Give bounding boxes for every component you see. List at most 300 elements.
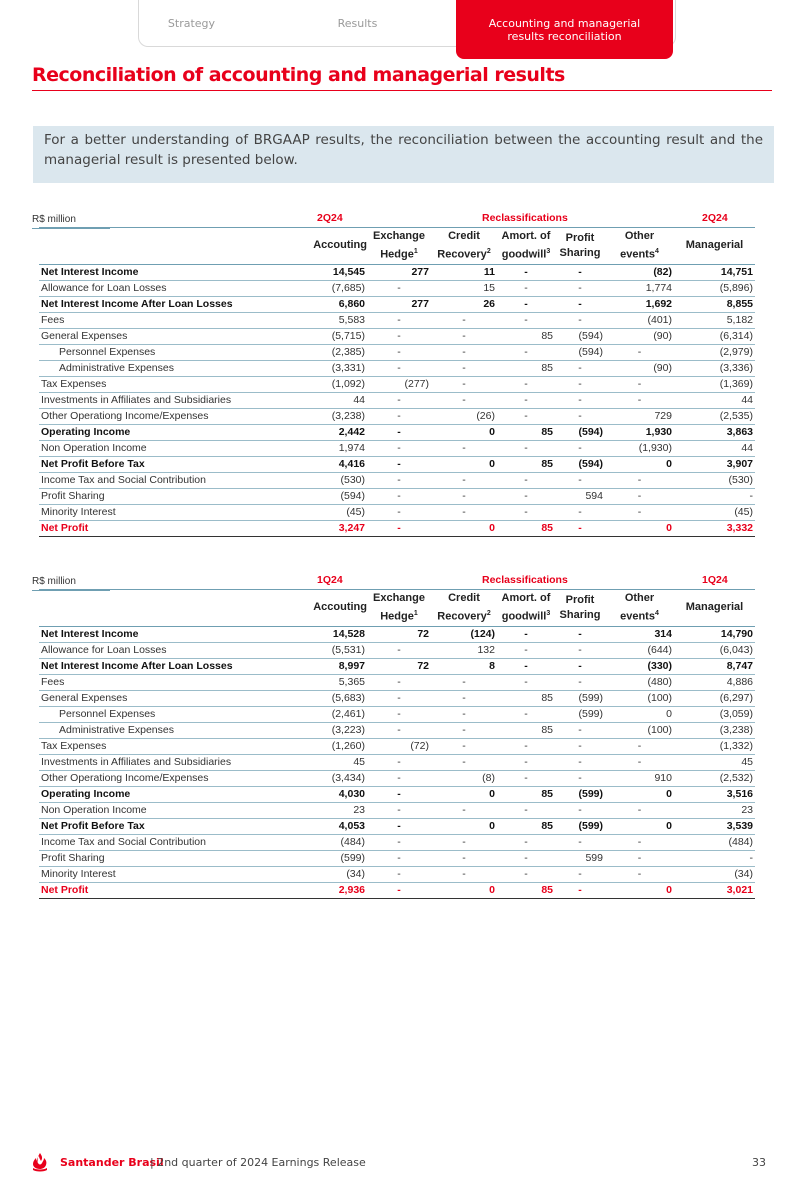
header-other-events bbox=[605, 228, 674, 265]
header-amort-goodwill bbox=[497, 228, 555, 265]
table-cell: - bbox=[367, 440, 431, 456]
table-cell: - bbox=[431, 392, 497, 408]
table-cell: - bbox=[497, 770, 555, 786]
table-cell: 14,528 bbox=[296, 626, 367, 642]
footnote-marker: 1 bbox=[413, 610, 418, 617]
table-cell: - bbox=[555, 408, 605, 424]
row-label: Non Operation Income bbox=[39, 440, 296, 456]
table-cell: - bbox=[555, 264, 605, 280]
header-blank bbox=[39, 590, 296, 627]
header-other-events bbox=[605, 590, 674, 627]
table-cell: - bbox=[367, 408, 431, 424]
table-cell: 277 bbox=[367, 264, 431, 280]
table bbox=[39, 227, 755, 537]
table-cell: - bbox=[367, 472, 431, 488]
table-cell: 277 bbox=[367, 296, 431, 312]
table-cell: - bbox=[367, 722, 431, 738]
table-cell: - bbox=[555, 280, 605, 296]
table-cell: - bbox=[497, 850, 555, 866]
table-cell: 3,247 bbox=[296, 520, 367, 536]
table-cell: - bbox=[605, 850, 674, 866]
header-profit: Profit bbox=[565, 593, 595, 606]
table-cell: - bbox=[367, 770, 431, 786]
table-cell: - bbox=[431, 488, 497, 504]
table-cell: - bbox=[555, 770, 605, 786]
table-cell: - bbox=[497, 738, 555, 754]
table-cell: (124) bbox=[431, 626, 497, 642]
table-cell: - bbox=[605, 738, 674, 754]
table-cell: 3,021 bbox=[674, 882, 755, 898]
header-sharing: Sharing bbox=[559, 608, 601, 621]
table-cell: 0 bbox=[431, 882, 497, 898]
table-cell: - bbox=[555, 802, 605, 818]
table-cell: (5,531) bbox=[296, 642, 367, 658]
table-cell: - bbox=[367, 424, 431, 440]
table-cell: - bbox=[431, 328, 497, 344]
table-cell: - bbox=[367, 504, 431, 520]
table-row bbox=[39, 456, 755, 472]
row-label: Personnel Expenses bbox=[39, 344, 296, 360]
table-cell: 85 bbox=[497, 786, 555, 802]
table-cell: - bbox=[555, 738, 605, 754]
table-cell: - bbox=[555, 520, 605, 536]
header-goodwill: goodwill bbox=[501, 248, 547, 261]
table-cell: - bbox=[431, 722, 497, 738]
table-cell: (72) bbox=[367, 738, 431, 754]
table-cell: 14,790 bbox=[674, 626, 755, 642]
row-label: Income Tax and Social Contribution bbox=[39, 834, 296, 850]
header-amort: Amort. of bbox=[501, 592, 551, 604]
row-label: Investments in Affiliates and Subsidiaries bbox=[39, 392, 296, 408]
units-label: R$ million bbox=[32, 214, 76, 225]
table-cell: - bbox=[497, 296, 555, 312]
table-cell: - bbox=[497, 504, 555, 520]
table-row bbox=[39, 360, 755, 376]
table-cell: (100) bbox=[605, 722, 674, 738]
table-cell: - bbox=[605, 866, 674, 882]
header-exchange-hedge bbox=[367, 590, 431, 627]
row-label: Profit Sharing bbox=[39, 850, 296, 866]
row-label: Operating Income bbox=[39, 424, 296, 440]
header-credit: Credit bbox=[448, 592, 480, 604]
table-cell: 72 bbox=[367, 626, 431, 642]
table-cell: (2,532) bbox=[674, 770, 755, 786]
table-cell: - bbox=[497, 626, 555, 642]
footer-brand: Santander Brasil bbox=[60, 1156, 164, 1169]
table-cell: - bbox=[555, 440, 605, 456]
header-exchange: Exchange bbox=[373, 230, 425, 242]
table-cell: 729 bbox=[605, 408, 674, 424]
table-cell: 314 bbox=[605, 626, 674, 642]
table-cell: 4,416 bbox=[296, 456, 367, 472]
table-cell: - bbox=[555, 722, 605, 738]
table-cell: - bbox=[367, 818, 431, 834]
header-profit-sharing bbox=[555, 590, 605, 627]
table-cell: (3,331) bbox=[296, 360, 367, 376]
row-label: General Expenses bbox=[39, 328, 296, 344]
table-cell: 72 bbox=[367, 658, 431, 674]
table-cell: 0 bbox=[605, 786, 674, 802]
header-exchange-hedge bbox=[367, 228, 431, 265]
header-exchange: Exchange bbox=[373, 592, 425, 604]
row-label: Other Operationg Income/Expenses bbox=[39, 408, 296, 424]
table-cell: (5,896) bbox=[674, 280, 755, 296]
table-cell: 0 bbox=[431, 424, 497, 440]
tab-active-label: Accounting and managerial results reconciliation bbox=[488, 16, 641, 43]
header-credit-recovery bbox=[431, 228, 497, 265]
table-row bbox=[39, 866, 755, 882]
table-cell: (2,979) bbox=[674, 344, 755, 360]
table-cell: 15 bbox=[431, 280, 497, 296]
table-row bbox=[39, 344, 755, 360]
header-accounting: Accouting bbox=[313, 601, 367, 614]
table-cell: - bbox=[431, 344, 497, 360]
table-cell: - bbox=[605, 392, 674, 408]
row-label: Non Operation Income bbox=[39, 802, 296, 818]
period-label-accounting: 1Q24 bbox=[317, 574, 343, 586]
table-cell: - bbox=[555, 504, 605, 520]
table-cell: - bbox=[497, 472, 555, 488]
row-label: Net Interest Income After Loan Losses bbox=[39, 296, 296, 312]
table-cell: - bbox=[431, 312, 497, 328]
table-body bbox=[39, 264, 755, 536]
footnote-marker: 3 bbox=[546, 248, 551, 255]
table-cell: (6,043) bbox=[674, 642, 755, 658]
table-cell: - bbox=[555, 754, 605, 770]
row-label: Net Interest Income After Loan Losses bbox=[39, 658, 296, 674]
table-cell: 3,516 bbox=[674, 786, 755, 802]
table-cell: - bbox=[497, 312, 555, 328]
table-cell: (594) bbox=[296, 488, 367, 504]
table-cell: (5,715) bbox=[296, 328, 367, 344]
header-hedge: Hedge bbox=[380, 610, 414, 623]
header-recovery: Recovery bbox=[437, 610, 487, 623]
table-row bbox=[39, 786, 755, 802]
table-cell: - bbox=[497, 392, 555, 408]
row-label: Net Profit Before Tax bbox=[39, 456, 296, 472]
table-cell: - bbox=[431, 360, 497, 376]
header-credit: Credit bbox=[448, 230, 480, 242]
footer-subtitle: | 2nd quarter of 2024 Earnings Release bbox=[150, 1156, 366, 1169]
table-cell: 5,365 bbox=[296, 674, 367, 690]
table-cell: - bbox=[674, 850, 755, 866]
row-label: Other Operationg Income/Expenses bbox=[39, 770, 296, 786]
table-cell: - bbox=[497, 754, 555, 770]
table-cell: - bbox=[497, 440, 555, 456]
table-cell: - bbox=[605, 754, 674, 770]
table-cell: - bbox=[555, 392, 605, 408]
table-row bbox=[39, 802, 755, 818]
table-cell: - bbox=[605, 834, 674, 850]
table-cell: (3,238) bbox=[674, 722, 755, 738]
footnote-marker: 3 bbox=[546, 610, 551, 617]
table-cell: 2,936 bbox=[296, 882, 367, 898]
row-label: Administrative Expenses bbox=[39, 360, 296, 376]
row-label: Minority Interest bbox=[39, 866, 296, 882]
header-managerial: Managerial bbox=[685, 601, 744, 614]
table-cell: - bbox=[497, 264, 555, 280]
table-cell: 14,545 bbox=[296, 264, 367, 280]
row-label: Income Tax and Social Contribution bbox=[39, 472, 296, 488]
table-cell: (2,461) bbox=[296, 706, 367, 722]
table-cell: 4,053 bbox=[296, 818, 367, 834]
units-label: R$ million bbox=[32, 576, 76, 587]
table-cell: - bbox=[555, 642, 605, 658]
table-cell: (401) bbox=[605, 312, 674, 328]
table-cell: (34) bbox=[674, 866, 755, 882]
table-cell: (1,332) bbox=[674, 738, 755, 754]
table-cell: 0 bbox=[605, 520, 674, 536]
table-cell: 85 bbox=[497, 882, 555, 898]
table-cell: 132 bbox=[431, 642, 497, 658]
row-label: Net Profit bbox=[39, 520, 296, 536]
reclassifications-label: Reclassifications bbox=[482, 574, 568, 586]
table-cell: (484) bbox=[674, 834, 755, 850]
table-cell: 0 bbox=[431, 818, 497, 834]
table-cell: - bbox=[555, 834, 605, 850]
header-amort-goodwill bbox=[497, 590, 555, 627]
table-cell: - bbox=[605, 344, 674, 360]
table-cell: 1,930 bbox=[605, 424, 674, 440]
table-row bbox=[39, 392, 755, 408]
table-cell: 3,863 bbox=[674, 424, 755, 440]
header-other: Other bbox=[624, 230, 655, 242]
header-recovery: Recovery bbox=[437, 248, 487, 261]
table-cell: - bbox=[367, 866, 431, 882]
table-cell: 14,751 bbox=[674, 264, 755, 280]
table-cell: (8) bbox=[431, 770, 497, 786]
table-row bbox=[39, 296, 755, 312]
table-cell: - bbox=[367, 520, 431, 536]
footnote-marker: 2 bbox=[486, 610, 491, 617]
table-cell: - bbox=[497, 376, 555, 392]
table-cell: - bbox=[497, 834, 555, 850]
table-cell: (3,336) bbox=[674, 360, 755, 376]
table-cell: - bbox=[497, 866, 555, 882]
period-label-accounting: 2Q24 bbox=[317, 212, 343, 224]
row-label: Administrative Expenses bbox=[39, 722, 296, 738]
reclassifications-label: Reclassifications bbox=[482, 212, 568, 224]
table-cell: (594) bbox=[555, 424, 605, 440]
table-cell: - bbox=[431, 738, 497, 754]
table-cell: 8,997 bbox=[296, 658, 367, 674]
table-cell: - bbox=[431, 754, 497, 770]
santander-flame-icon bbox=[30, 1152, 50, 1172]
title-rule bbox=[32, 90, 772, 91]
table-cell: (330) bbox=[605, 658, 674, 674]
table-cell: - bbox=[674, 488, 755, 504]
header-goodwill: goodwill bbox=[501, 610, 547, 623]
table-cell: 44 bbox=[296, 392, 367, 408]
table-cell: - bbox=[367, 690, 431, 706]
table-cell: - bbox=[367, 312, 431, 328]
table-cell: 26 bbox=[431, 296, 497, 312]
table-cell: (480) bbox=[605, 674, 674, 690]
table-cell: 85 bbox=[497, 424, 555, 440]
table-cell: - bbox=[431, 690, 497, 706]
table-cell: (594) bbox=[555, 456, 605, 472]
row-label: Fees bbox=[39, 312, 296, 328]
table-cell: 5,583 bbox=[296, 312, 367, 328]
table-row bbox=[39, 488, 755, 504]
table-cell: (594) bbox=[555, 328, 605, 344]
table-cell: - bbox=[555, 376, 605, 392]
table-cell: - bbox=[367, 882, 431, 898]
row-label: Net Interest Income bbox=[39, 626, 296, 642]
table-cell: (6,314) bbox=[674, 328, 755, 344]
table-row bbox=[39, 722, 755, 738]
period-label-managerial: 2Q24 bbox=[702, 212, 728, 224]
table-cell: 0 bbox=[605, 706, 674, 722]
table-cell: - bbox=[367, 754, 431, 770]
table-cell: - bbox=[431, 504, 497, 520]
header-profit: Profit bbox=[565, 231, 595, 244]
row-label: Allowance for Loan Losses bbox=[39, 642, 296, 658]
table-cell: 4,030 bbox=[296, 786, 367, 802]
table-cell: - bbox=[367, 802, 431, 818]
table-cell: (599) bbox=[555, 786, 605, 802]
table-cell: 910 bbox=[605, 770, 674, 786]
header-managerial: Managerial bbox=[685, 239, 744, 252]
table-cell: (594) bbox=[555, 344, 605, 360]
table-cell: - bbox=[431, 850, 497, 866]
table-cell: 6,860 bbox=[296, 296, 367, 312]
table-cell: - bbox=[431, 674, 497, 690]
table-cell: - bbox=[367, 280, 431, 296]
table-row bbox=[39, 642, 755, 658]
table-row bbox=[39, 626, 755, 642]
row-label: Net Profit bbox=[39, 882, 296, 898]
table-cell: (1,260) bbox=[296, 738, 367, 754]
table-cell: - bbox=[605, 376, 674, 392]
tab-results[interactable]: Results bbox=[337, 16, 378, 30]
table-cell: - bbox=[555, 296, 605, 312]
table-cell: 23 bbox=[296, 802, 367, 818]
table-cell: - bbox=[605, 472, 674, 488]
table-row bbox=[39, 834, 755, 850]
table-cell: 1,974 bbox=[296, 440, 367, 456]
table-cell: 2,442 bbox=[296, 424, 367, 440]
table-cell: - bbox=[431, 866, 497, 882]
table-cell: 23 bbox=[674, 802, 755, 818]
footnote-marker: 2 bbox=[486, 248, 491, 255]
table-cell: - bbox=[555, 472, 605, 488]
table-cell: 0 bbox=[431, 786, 497, 802]
table-cell: 0 bbox=[605, 882, 674, 898]
table-cell: - bbox=[497, 408, 555, 424]
row-label: Operating Income bbox=[39, 786, 296, 802]
table-cell: - bbox=[431, 706, 497, 722]
header-profit-sharing bbox=[555, 228, 605, 265]
table-cell: (277) bbox=[367, 376, 431, 392]
intro-text: For a better understanding of BRGAAP results, the reconciliation between the accounting result and the managerial result is presented below. bbox=[33, 126, 774, 183]
row-label: Tax Expenses bbox=[39, 738, 296, 754]
table-cell: 4,886 bbox=[674, 674, 755, 690]
row-label: Tax Expenses bbox=[39, 376, 296, 392]
table-cell: (45) bbox=[674, 504, 755, 520]
table-cell: 5,182 bbox=[674, 312, 755, 328]
table-cell: (3,223) bbox=[296, 722, 367, 738]
table-cell: 599 bbox=[555, 850, 605, 866]
table-cell: - bbox=[431, 802, 497, 818]
table-cell: 0 bbox=[431, 520, 497, 536]
row-label: Allowance for Loan Losses bbox=[39, 280, 296, 296]
table-row bbox=[39, 818, 755, 834]
table-cell: - bbox=[367, 344, 431, 360]
tab-strategy[interactable]: Strategy bbox=[167, 16, 216, 30]
table-cell: - bbox=[367, 642, 431, 658]
table-cell: - bbox=[431, 834, 497, 850]
table-cell: 85 bbox=[497, 818, 555, 834]
table-cell: - bbox=[555, 658, 605, 674]
table-row bbox=[39, 882, 755, 898]
row-label: Net Interest Income bbox=[39, 264, 296, 280]
tab-accounting-reconciliation[interactable] bbox=[456, 0, 673, 59]
table-cell: 3,539 bbox=[674, 818, 755, 834]
table-row bbox=[39, 376, 755, 392]
table-cell: 0 bbox=[605, 456, 674, 472]
table-cell: (7,685) bbox=[296, 280, 367, 296]
table-row bbox=[39, 440, 755, 456]
table-cell: - bbox=[367, 392, 431, 408]
table-cell: 44 bbox=[674, 440, 755, 456]
table-cell: (45) bbox=[296, 504, 367, 520]
table-cell: - bbox=[605, 802, 674, 818]
header-sharing: Sharing bbox=[559, 246, 601, 259]
table-cell: - bbox=[497, 674, 555, 690]
table-cell: - bbox=[555, 312, 605, 328]
table-row bbox=[39, 754, 755, 770]
table-cell: (599) bbox=[555, 706, 605, 722]
table-cell: (2,535) bbox=[674, 408, 755, 424]
table-cell: - bbox=[605, 504, 674, 520]
table-cell: - bbox=[497, 802, 555, 818]
table-cell: (34) bbox=[296, 866, 367, 882]
header-row bbox=[39, 590, 755, 627]
table-row bbox=[39, 280, 755, 296]
table-cell: (3,434) bbox=[296, 770, 367, 786]
table-cell: - bbox=[367, 674, 431, 690]
table-cell: - bbox=[497, 706, 555, 722]
table-row bbox=[39, 472, 755, 488]
table-cell: - bbox=[555, 882, 605, 898]
table-cell: (2,385) bbox=[296, 344, 367, 360]
table-cell: - bbox=[497, 642, 555, 658]
table-row bbox=[39, 424, 755, 440]
table-cell: 85 bbox=[497, 690, 555, 706]
table-row bbox=[39, 328, 755, 344]
header-blank bbox=[39, 228, 296, 265]
table-cell: - bbox=[497, 280, 555, 296]
table-cell: - bbox=[367, 786, 431, 802]
table-cell: - bbox=[367, 706, 431, 722]
row-label: Fees bbox=[39, 674, 296, 690]
table-row bbox=[39, 690, 755, 706]
table-cell: - bbox=[555, 866, 605, 882]
table-cell: 45 bbox=[674, 754, 755, 770]
table-cell: 8,855 bbox=[674, 296, 755, 312]
table-cell: - bbox=[497, 344, 555, 360]
table-cell: - bbox=[605, 488, 674, 504]
table-cell: 8,747 bbox=[674, 658, 755, 674]
table-cell: - bbox=[431, 376, 497, 392]
table-cell: (1,369) bbox=[674, 376, 755, 392]
table-cell: 11 bbox=[431, 264, 497, 280]
period-label-managerial: 1Q24 bbox=[702, 574, 728, 586]
table-row bbox=[39, 264, 755, 280]
row-label: Minority Interest bbox=[39, 504, 296, 520]
table-cell: (484) bbox=[296, 834, 367, 850]
